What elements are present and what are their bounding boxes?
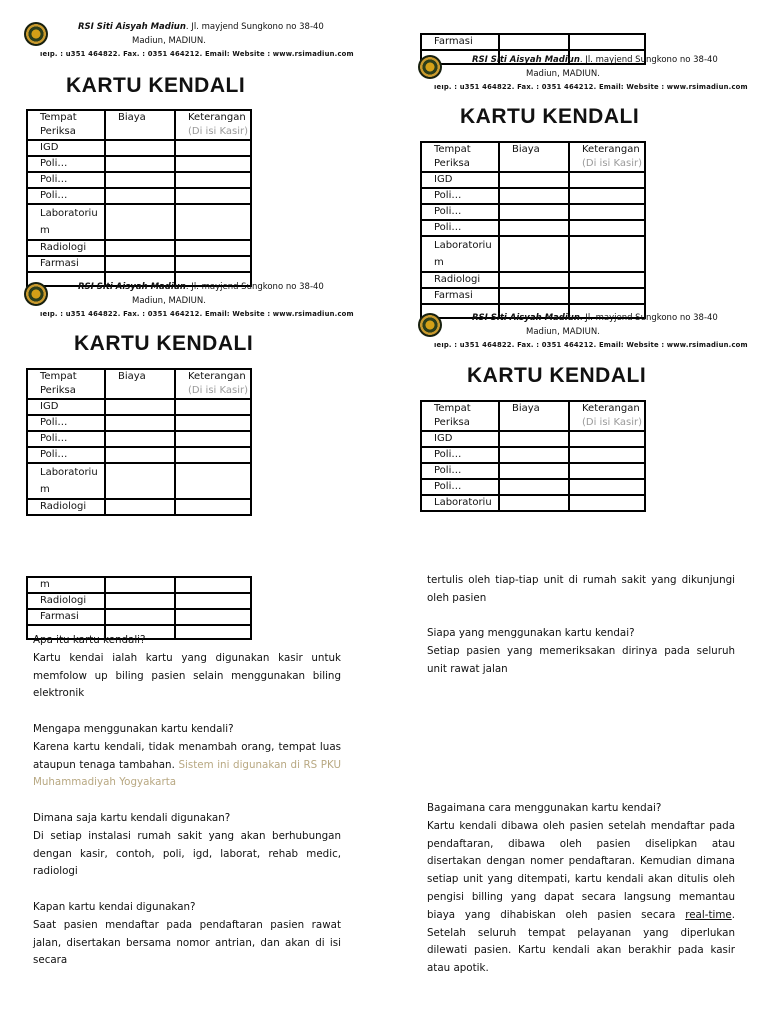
header-contact-line: ıeıp. : u351 464822. Fax. : 0351 464212. Email: Website : www.rsimadiun.com <box>40 310 354 318</box>
kartu-table-left-2 <box>26 368 252 516</box>
table-row: Radiologi <box>27 593 251 609</box>
card-title: KARTU KENDALI <box>460 105 640 128</box>
card-title: KARTU KENDALI <box>66 74 246 97</box>
question-when: Kapan kartu kendai digunakan? <box>33 900 196 913</box>
real-time-link[interactable]: real-time <box>685 908 732 921</box>
header-address-line: RSI Siti Aisyah Madiun. Jl. mayjend Sungkono no 38-40 <box>78 282 324 292</box>
table-row: Poli… <box>421 188 645 204</box>
table-row: Radiologi <box>421 272 645 288</box>
header-city-line: Madiun, MADIUN. <box>526 69 600 79</box>
header-contact-line: ıeıp. : u351 464822. Fax. : 0351 464212. Email: Website : www.rsimadiun.com <box>40 50 354 58</box>
header-address-line: RSI Siti Aisyah Madiun. Jl. mayjend Sungkono no 38-40 <box>472 313 718 323</box>
question-how: Bagaimana cara menggunakan kartu kendai? <box>427 802 662 814</box>
table-row: Poli… <box>27 172 251 188</box>
header-contact-line: ıeıp. : u351 464822. Fax. : 0351 464212. Email: Website : www.rsimadiun.com <box>434 341 748 349</box>
question-what: Apa itu kartu kendali? <box>33 634 146 646</box>
table-row: Poli… <box>27 447 251 463</box>
table-row: Tempat Periksa Biaya Keterangan (Di isi Kasir) <box>27 110 251 140</box>
table-row: Tempat Periksa Biaya Keterangan (Di isi Kasir) <box>421 142 645 172</box>
table-row: Poli… <box>421 447 645 463</box>
header-city-line: Madiun, MADIUN. <box>526 327 600 337</box>
table-row: m <box>27 577 251 593</box>
table-row: IGD <box>27 140 251 156</box>
header-address-line: RSI Siti Aisyah Madiun. Jl. mayjend Sungkono no 38-40 <box>472 55 718 65</box>
table-row: IGD <box>421 172 645 188</box>
table-row: Poli… <box>27 156 251 172</box>
header-city-line: Madiun, MADIUN. <box>132 296 206 306</box>
table-row: Poli… <box>27 415 251 431</box>
question-where: Dimana saja kartu kendali digunakan? <box>33 811 231 824</box>
table-row: Poli… <box>421 479 645 495</box>
table-row: Poli… <box>27 431 251 447</box>
table-row: Laboratoriu m <box>27 204 251 240</box>
table-row: IGD <box>27 399 251 415</box>
table-row: Tempat Periksa Biaya Keterangan (Di isi Kasir) <box>27 369 251 399</box>
table-row: Laboratoriu m <box>421 236 645 272</box>
kartu-table-right-2 <box>420 400 646 512</box>
answer-where: Di setiap instalasi rumah sakit yang akan berhubungan dengan kasir, contoh, poli, igd, laborat, rehab medic, radiologi <box>33 829 341 878</box>
answer-when-cont: tertulis oleh tiap-tiap unit di rumah sakit yang dikunjungi oleh pasien <box>427 574 735 604</box>
table-row: Farmasi <box>27 609 251 625</box>
table-row: Farmasi <box>421 34 645 50</box>
hospital-logo-icon <box>418 55 442 79</box>
table-row: Laboratoriu <box>421 495 645 511</box>
question-why: Mengapa menggunakan kartu kendali? <box>33 722 234 735</box>
answer-how: Kartu kendali dibawa oleh pasien setelah mendaftar pada pendaftaran, dibawa oleh pasien diselipkan atau disertakan dengan nomer pendaftaran. Kemudian dimana setiap unit yang ditempati, kartu kendali akan ditulis oleh pengisi billing yang dapat secara langsung memantau biaya yang dihabiskan oleh pasien secara real-time. Setelah seluruh tempat pelayanan yang diperlukan dilewati pasien. Kartu kendali akan berakhir pada kasir atau apotik. <box>427 819 735 975</box>
card-title: KARTU KENDALI <box>467 364 647 387</box>
kartu-table-left-1 <box>26 109 252 287</box>
answer-what: Kartu kendai ialah kartu yang digunakan kasir untuk memfolow up biling pasien selain menggunakan biling elektronik <box>33 651 341 700</box>
table-row: Poli… <box>421 463 645 479</box>
table-row: Farmasi <box>421 288 645 304</box>
answer-who: Setiap pasien yang memeriksakan dirinya pada seluruh unit rawat jalan <box>427 645 735 675</box>
hospital-logo-icon <box>24 22 48 46</box>
hospital-logo-icon <box>418 313 442 337</box>
table-row: Poli… <box>421 204 645 220</box>
answer-why: Karena kartu kendali, tidak menambah orang, tempat luas ataupun tenaga tambahan. Sistem ini digunakan di RS PKU Muhammadiyah Yogyakarta <box>33 740 342 789</box>
header-city-line: Madiun, MADIUN. <box>132 36 206 46</box>
faq-left <box>33 632 341 970</box>
table-row: Laboratoriu m <box>27 463 251 499</box>
table-row: Poli… <box>27 188 251 204</box>
faq-right-bottom <box>427 800 735 978</box>
table-row: IGD <box>421 431 645 447</box>
table-row: Radiologi <box>27 499 251 515</box>
kartu-table-left-2-cont <box>26 576 252 640</box>
table-row: Tempat Periksa Biaya Keterangan (Di isi Kasir) <box>421 401 645 431</box>
kartu-table-right-1 <box>420 141 646 319</box>
question-who: Siapa yang menggunakan kartu kendai? <box>427 627 635 640</box>
card-title: KARTU KENDALI <box>74 332 254 355</box>
faq-right-top <box>427 572 735 679</box>
answer-when: Saat pasien mendaftar pada pendaftaran pasien rawat jalan, disertakan bersama nomor antrian, dan akan di isi secara <box>33 918 341 967</box>
table-row: Farmasi <box>27 256 251 272</box>
hospital-logo-icon <box>24 282 48 306</box>
header-contact-line: ıeıp. : u351 464822. Fax. : 0351 464212. Email: Website : www.rsimadiun.com <box>434 83 748 91</box>
table-row: Radiologi <box>27 240 251 256</box>
header-address-line: RSI Siti Aisyah Madiun. Jl. mayjend Sungkono no 38-40 <box>78 22 324 32</box>
table-row: Poli… <box>421 220 645 236</box>
